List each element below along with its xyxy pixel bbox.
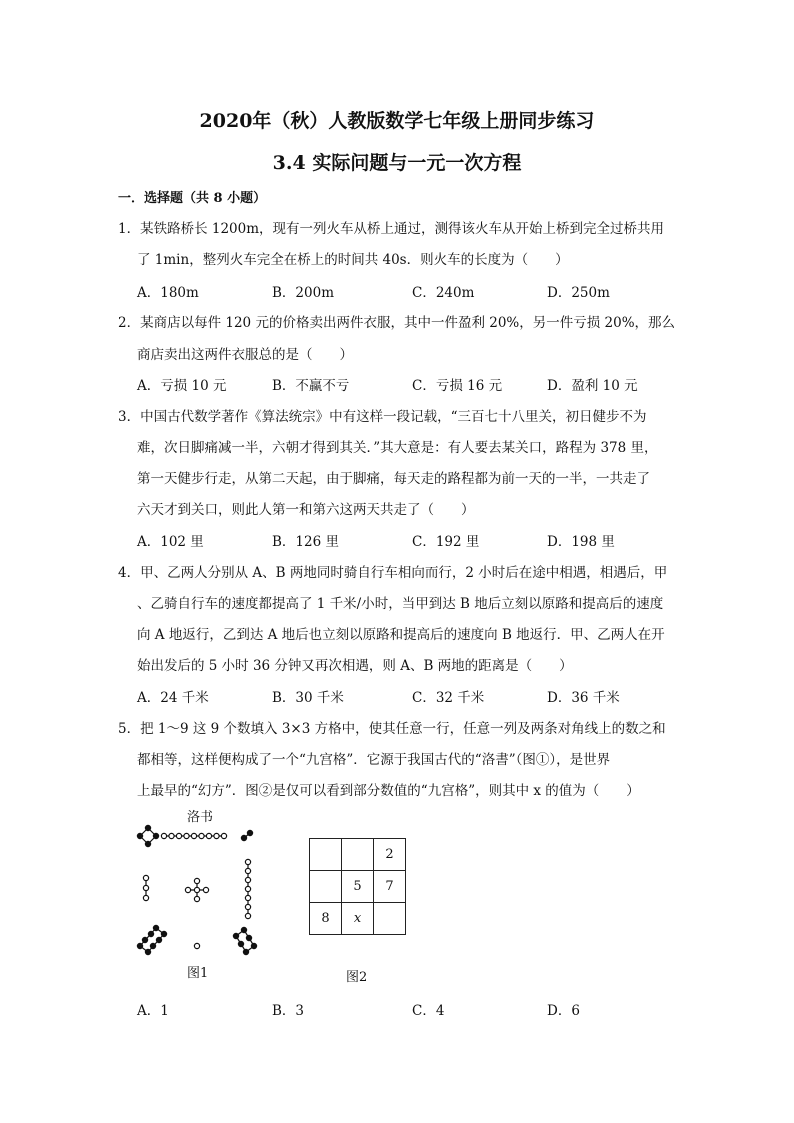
- question-5-line-1: 5．把 1～9 这 9 个数填入 3×3 方格中，使其任意一行，任意一列及两条对角线上的数之和: [118, 721, 666, 737]
- question-2-option-d: D．盈利 10 元: [547, 378, 638, 394]
- grid-row: [310, 839, 406, 871]
- question-2-option-b: B．不赢不亏: [272, 378, 350, 394]
- question-4-line-1: 4．甲、乙两人分别从 A、B 两地同时骑自行车相向而行，2 小时后在途中相遇，相遇后，甲: [118, 565, 668, 581]
- question-5-line-2: 都相等，这样便构成了一个“九宫格”．它源于我国古代的“洛書”（图①），是世界: [137, 752, 611, 768]
- question-3-line-2: 难，次日脚痛减一半，六朝才得到其关．”其大意是：有人要去某关口，路程为 378 里，: [137, 440, 658, 456]
- question-4-line-2: 、乙骑自行车的速度都提高了 1 千米/小时，当甲到达 B 地后立刻以原路和提高后的速度: [137, 596, 664, 612]
- question-1-option-c: C．240m: [412, 285, 475, 301]
- question-1-line-2: 了 1min，整列火车完全在桥上的时间共 40s．则火车的长度为（ ）: [137, 252, 569, 268]
- grid-cell: [342, 839, 374, 871]
- question-1-option-b: B．200m: [272, 285, 334, 301]
- magic-square-grid: [309, 838, 406, 935]
- question-1-option-a: A．180m: [137, 285, 199, 301]
- question-3-line-3: 第一天健步行走，从第二天起，由于脚痛，每天走的路程都为前一天的一半，一共走了: [137, 471, 650, 487]
- page-subtitle: 3.4 实际问题与一元一次方程: [272, 152, 522, 174]
- question-5-option-a: A．1: [137, 1003, 169, 1019]
- question-4-option-d: D．36 千米: [547, 690, 620, 706]
- question-2-option-c: C．亏损 16 元: [412, 378, 503, 394]
- question-2-line-1: 2．某商店以每件 120 元的价格卖出两件衣服，其中一件盈利 20%，另一件亏损 20%，那么: [118, 315, 676, 331]
- question-3-line-1: 3．中国古代数学著作《算法统宗》中有这样一段记载，“三百七十八里关，初日健步不为: [118, 409, 647, 425]
- question-3-option-b: B．126 里: [272, 534, 339, 550]
- section-heading: 一．选择题（共 8 小题）: [118, 191, 267, 206]
- grid-cell: x: [342, 903, 374, 935]
- grid-cell: [310, 839, 342, 871]
- question-4-line-3: 向 A 地返行，乙到达 A 地后也立刻以原路和提高后的速度向 B 地返行．甲、乙两人在开: [137, 627, 665, 643]
- grid-cell: [374, 903, 406, 935]
- question-1-option-d: D．250m: [547, 285, 610, 301]
- question-5-line-3: 上最早的“幻方”．图②是仅可以看到部分数值的“九宫格”，则其中 x 的值为（ ）: [137, 783, 640, 799]
- figure-1-title: 洛书: [187, 810, 214, 825]
- question-4-line-4: 始出发后的 5 小时 36 分钟又再次相遇，则 A、B 两地的距离是（ ）: [137, 658, 573, 674]
- grid-cell: 2: [374, 839, 406, 871]
- question-5-option-c: C．4: [412, 1003, 445, 1019]
- question-4-option-a: A．24 千米: [137, 690, 209, 706]
- question-3-option-a: A．102 里: [137, 534, 204, 550]
- question-5-option-b: B．3: [272, 1003, 305, 1019]
- grid-cell: 5: [342, 871, 374, 903]
- question-3-line-4: 六天才到关口，则此人第一和第六这两天共走了（ ）: [137, 502, 475, 518]
- question-3-option-d: D．198 里: [547, 534, 615, 550]
- grid-cell: 7: [374, 871, 406, 903]
- grid-cell: [310, 871, 342, 903]
- grid-cell: 8: [310, 903, 342, 935]
- grid-row: [310, 871, 406, 903]
- question-2-option-a: A．亏损 10 元: [137, 378, 227, 394]
- luoshu-diagram: [132, 824, 262, 960]
- question-3-option-c: C．192 里: [412, 534, 480, 550]
- question-1-line-1: 1．某铁路桥长 1200m，现有一列火车从桥上通过，测得该火车从开始上桥到完全过桥共用: [118, 221, 665, 237]
- question-5-option-d: D．6: [547, 1003, 580, 1019]
- question-2-line-2: 商店卖出这两件衣服总的是（ ）: [137, 347, 353, 363]
- figure-2-caption: 图2: [346, 970, 368, 985]
- page-title: 2020年（秋）人教版数学七年级上册同步练习: [199, 110, 595, 132]
- grid-row: [310, 903, 406, 935]
- question-4-option-b: B．30 千米: [272, 690, 344, 706]
- question-4-option-c: C．32 千米: [412, 690, 485, 706]
- figure-1-caption: 图1: [187, 966, 209, 981]
